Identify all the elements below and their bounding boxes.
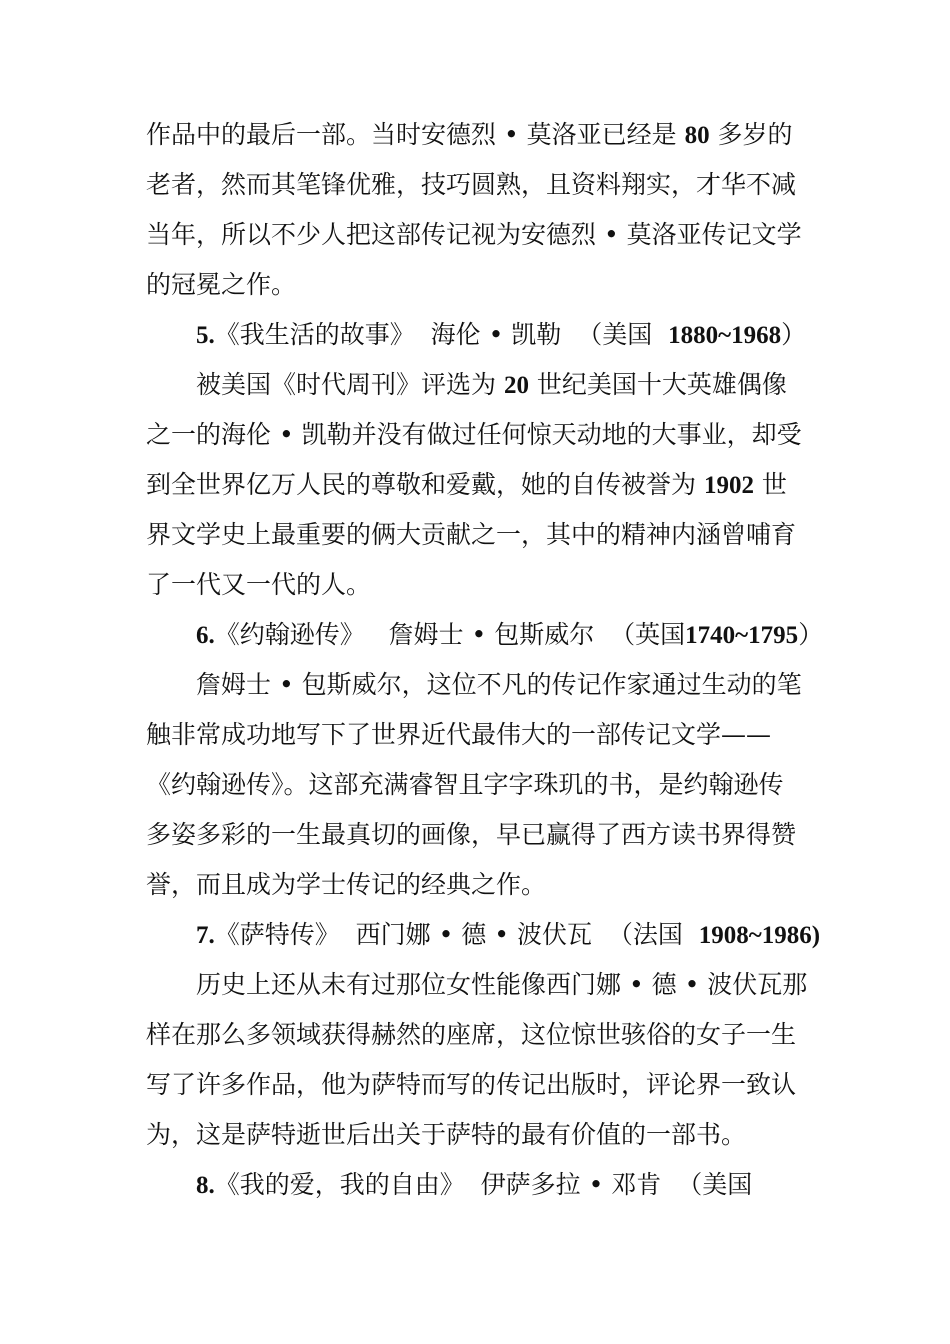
- item5-line-5: 了一代又一代的人。: [146, 570, 372, 599]
- para1-line-2: 老者，然而其笔锋优雅，技巧圆熟，且资料翔实，才华不减: [146, 170, 797, 199]
- item7-line-3: 写了许多作品，他为萨特而写的传记出版时，评论界一致认: [146, 1070, 797, 1099]
- item6-line-2: 触非常成功地写下了世界近代最伟大的一部传记文学——: [146, 720, 772, 749]
- item7-line-4: 为，这是萨特逝世后出关于萨特的最有价值的一部书。: [146, 1120, 747, 1149]
- para1-line-4: 的冠冕之作。: [146, 270, 297, 299]
- item5-line-2: 之一的海伦 • 凯勒并没有做过任何惊天动地的大事业，却受: [146, 420, 802, 449]
- item6-line-3: 《约翰逊传》。这部充满睿智且字字珠玑的书，是约翰逊传: [146, 770, 784, 799]
- item6-line-5: 誉，而且成为学士传记的经典之作。: [146, 870, 547, 899]
- item6-line-1: 詹姆士 • 包斯威尔，这位不凡的传记作家通过生动的笔: [196, 670, 802, 699]
- para1-line-1: 作品中的最后一部。当时安德烈 • 莫洛亚已经是 80 多岁的: [146, 120, 793, 149]
- item6-heading: 6.《约翰逊传》 詹姆士 • 包斯威尔 （英国1740~1795）: [196, 620, 824, 649]
- item7-line-2: 样在那么多领域获得赫然的座席，这位惊世骇俗的女子一生: [146, 1020, 797, 1049]
- item7-heading: 7.《萨特传》 西门娜 • 德 • 波伏瓦 （法国 1908~1986): [196, 920, 821, 949]
- para1-line-3: 当年，所以不少人把这部传记视为安德烈 • 莫洛亚传记文学: [146, 220, 802, 249]
- item5-line-4: 界文学史上最重要的俩大贡献之一，其中的精神内涵曾哺育: [146, 520, 797, 549]
- document-page: [146, 110, 824, 1210]
- item7-line-1: 历史上还从未有过那位女性能像西门娜 • 德 • 波伏瓦那: [196, 970, 808, 999]
- item6-line-4: 多姿多彩的一生最真切的画像，早已赢得了西方读书界得赞: [146, 820, 797, 849]
- item5-heading: 5.《我生活的故事》 海伦 • 凯勒 （美国 1880~1968）: [196, 320, 807, 349]
- item5-line-3: 到全世界亿万人民的尊敬和爱戴，她的自传被誉为 1902 世: [146, 470, 787, 499]
- item8-heading: 8.《我的爱，我的自由》 伊萨多拉 • 邓肯 （美国: [196, 1170, 753, 1199]
- item5-line-1: 被美国《时代周刊》评选为 20 世纪美国十大英雄偶像: [196, 370, 787, 399]
